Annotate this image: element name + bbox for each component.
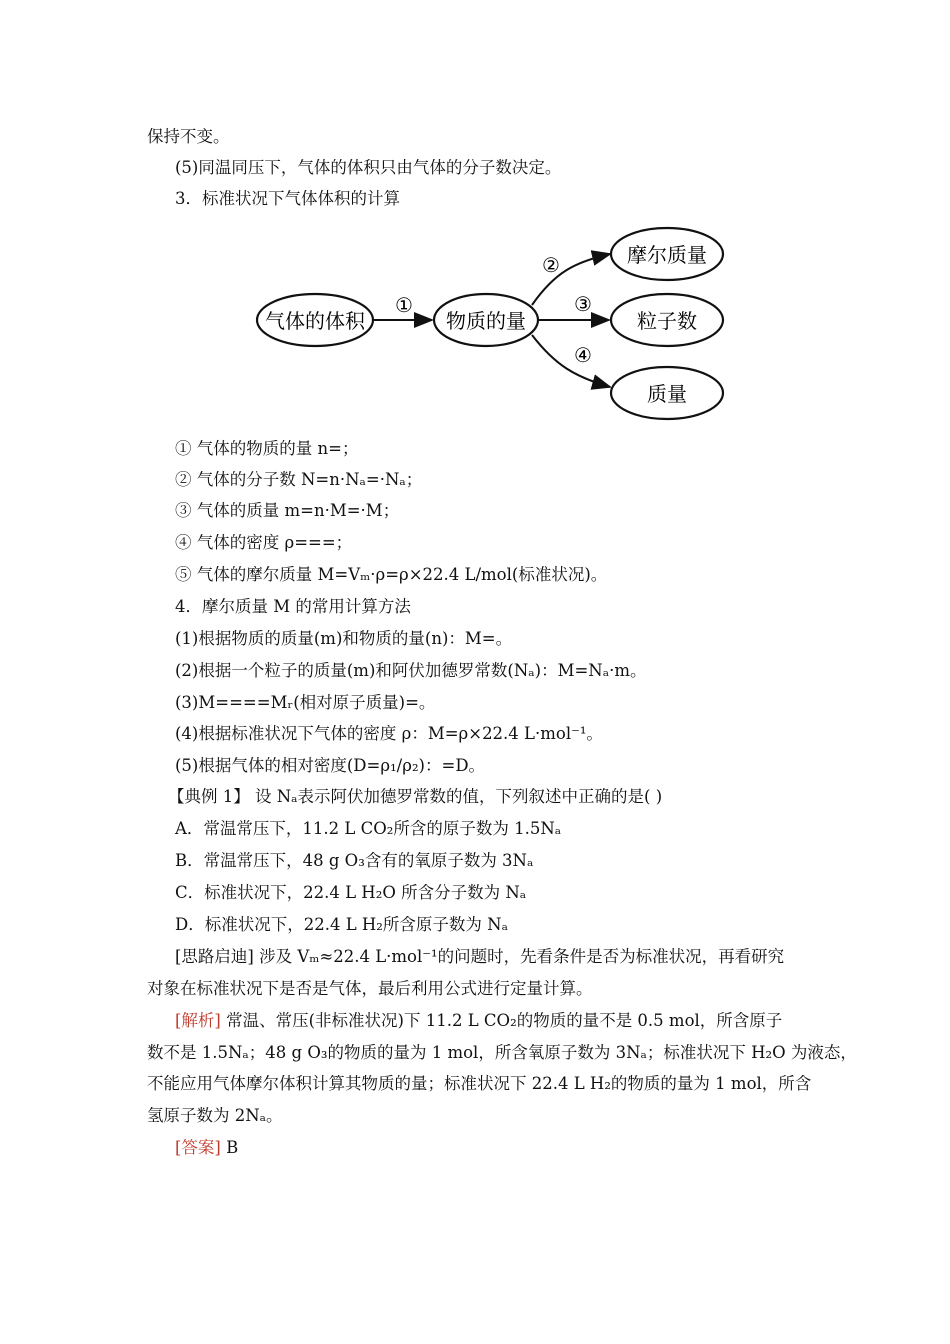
node-mass-label: 质量 — [647, 382, 687, 406]
method-line: (3)M====Mᵣ(相对原子质量)=。 — [175, 693, 436, 712]
option-b: B．常温常压下，48 g O₃含有的氧原子数为 3Nₐ — [175, 851, 534, 870]
formula-line: ① 气体的物质的量 n=； — [175, 439, 359, 458]
option-c: C．标准状况下，22.4 L H₂O 所含分子数为 Nₐ — [175, 883, 527, 902]
hint-line: [思路启迪] 涉及 Vₘ≈22.4 L·mol⁻¹的问题时，先看条件是否为标准状况，再看研究 — [175, 947, 785, 966]
method-line: (4)根据标准状况下气体的密度 ρ：M=ρ×22.4 L·mol⁻¹。 — [175, 724, 603, 743]
option-d: D．标准状况下，22.4 L H₂所含原子数为 Nₐ — [175, 915, 508, 934]
method-line: (5)根据气体的相对密度(D=ρ₁/ρ₂)：=D。 — [175, 756, 486, 775]
formula-line: ② 气体的分子数 N=n·Nₐ=·Nₐ； — [175, 470, 423, 489]
arrow-1-label: ① — [395, 293, 413, 317]
text-line: 保持不变。 — [147, 127, 230, 146]
arrow-2-label: ② — [542, 253, 560, 277]
analysis-text: 常温、常压(非标准状况)下 11.2 L CO₂的物质的量不是 0.5 mol，所含原子 — [220, 1011, 783, 1030]
text-line: (5)同温同压下，气体的体积只由气体的分子数决定。 — [175, 158, 562, 177]
node-volume-label: 气体的体积 — [265, 309, 365, 333]
arrow-3-label: ③ — [574, 292, 592, 316]
hint-line: 对象在标准状况下是否是气体，最后利用公式进行定量计算。 — [147, 979, 593, 998]
option-a: A．常温常压下，11.2 L CO₂所含的原子数为 1.5Nₐ — [175, 819, 562, 838]
answer-value: B — [220, 1138, 239, 1157]
analysis-line: 氢原子数为 2Nₐ。 — [147, 1106, 283, 1125]
section-heading: 4．摩尔质量 M 的常用计算方法 — [175, 597, 411, 616]
method-line: (2)根据一个粒子的质量(m)和阿伏加德罗常数(Nₐ)：M=Nₐ·m。 — [175, 661, 647, 680]
formula-line: ⑤ 气体的摩尔质量 M=Vₘ·ρ=ρ×22.4 L/mol(标准状况)。 — [175, 565, 608, 584]
calculation-diagram — [0, 0, 950, 440]
node-particles-label: 粒子数 — [637, 309, 697, 333]
arrow-4 — [532, 335, 610, 387]
analysis-line — [175, 1010, 782, 1032]
node-molar-mass-label: 摩尔质量 — [627, 243, 707, 267]
answer-label: [答案] — [175, 1138, 221, 1157]
method-line: (1)根据物质的质量(m)和物质的量(n)：M=。 — [175, 629, 513, 648]
example-question: 【典例 1】 设 Nₐ表示阿伏加德罗常数的值，下列叙述中正确的是( ) — [168, 787, 663, 806]
node-amount-label: 物质的量 — [446, 309, 526, 333]
section-heading: 3．标准状况下气体体积的计算 — [175, 189, 400, 208]
analysis-label: [解析] — [175, 1011, 221, 1030]
arrow-4-label: ④ — [574, 343, 592, 367]
formula-line: ④ 气体的密度 ρ===； — [175, 533, 353, 552]
answer-line — [175, 1137, 238, 1159]
analysis-line: 不能应用气体摩尔体积计算其物质的量；标准状况下 22.4 L H₂的物质的量为 1 mol，所含 — [147, 1074, 812, 1093]
analysis-line: 数不是 1.5Nₐ；48 g O₃的物质的量为 1 mol，所含氧原子数为 3Nₐ；标准状况下 H₂O 为液态， — [147, 1043, 857, 1062]
formula-line: ③ 气体的质量 m=n·M=·M； — [175, 501, 400, 520]
